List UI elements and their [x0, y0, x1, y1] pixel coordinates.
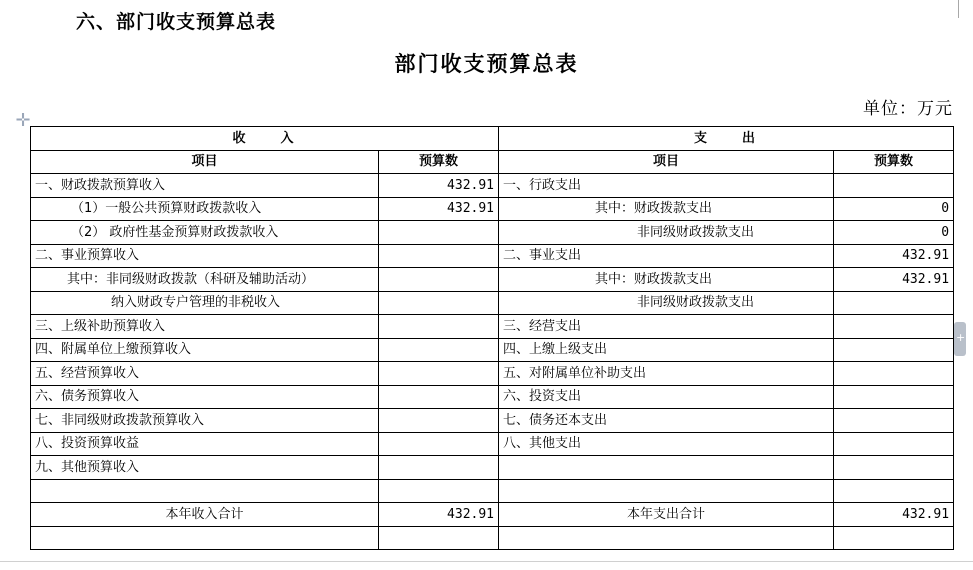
budget-table [30, 126, 954, 550]
table-row [31, 174, 954, 198]
income-header: 收 入 [31, 127, 499, 151]
table-row [31, 338, 954, 362]
table-row [31, 409, 954, 433]
income-item: （2） 政府性基金预算财政拨款收入 [31, 221, 379, 245]
income-item: 七、非同级财政拨款预算收入 [31, 409, 379, 433]
expense-item: 其中：财政拨款支出 [499, 268, 834, 292]
expense-item: 六、投资支出 [499, 385, 834, 409]
table-side-handle-icon[interactable]: + [954, 322, 966, 356]
expense-item: 二、事业支出 [499, 244, 834, 268]
expense-amount [834, 409, 954, 433]
income-item: 一、财政拨款预算收入 [31, 174, 379, 198]
expense-amount [834, 526, 954, 550]
table-row [31, 432, 954, 456]
income-item: 纳入财政专户管理的非税收入 [31, 291, 379, 315]
expense-amount [834, 338, 954, 362]
income-item: 九、其他预算收入 [31, 456, 379, 480]
expense-amount [834, 315, 954, 339]
expense-item [499, 456, 834, 480]
income-item-header: 项目 [31, 150, 379, 174]
table-row [31, 221, 954, 245]
income-amount [379, 432, 499, 456]
expense-amount: 0 [834, 197, 954, 221]
table-column-header [31, 150, 954, 174]
income-amount [379, 268, 499, 292]
income-amount-header: 预算数 [379, 150, 499, 174]
expense-total-amount: 432.91 [834, 503, 954, 527]
table-row [31, 268, 954, 292]
income-item [31, 526, 379, 550]
expense-item: 非同级财政拨款支出 [499, 291, 834, 315]
expense-amount [834, 479, 954, 503]
income-amount [379, 409, 499, 433]
expense-item: 非同级财政拨款支出 [499, 221, 834, 245]
income-amount [379, 244, 499, 268]
expense-item: 其中：财政拨款支出 [499, 197, 834, 221]
income-amount [379, 291, 499, 315]
income-amount [379, 338, 499, 362]
income-item [31, 479, 379, 503]
income-amount [379, 479, 499, 503]
income-amount: 432.91 [379, 197, 499, 221]
expense-amount: 432.91 [834, 244, 954, 268]
income-item: 二、事业预算收入 [31, 244, 379, 268]
expense-amount [834, 174, 954, 198]
income-total-amount: 432.91 [379, 503, 499, 527]
income-total-label: 本年收入合计 [31, 503, 379, 527]
page-corner-mark [958, 0, 959, 18]
table-row [31, 479, 954, 503]
expense-amount-header: 预算数 [834, 150, 954, 174]
table-row [31, 526, 954, 550]
income-amount [379, 362, 499, 386]
unit-label: 单位：万元 [863, 99, 953, 119]
income-item: 其中：非同级财政拨款（科研及辅助活动） [31, 268, 379, 292]
expense-amount: 0 [834, 221, 954, 245]
income-item: 五、经营预算收入 [31, 362, 379, 386]
income-item: 四、附属单位上缴预算收入 [31, 338, 379, 362]
income-amount [379, 315, 499, 339]
total-row [31, 503, 954, 527]
page-title: 部门收支预算总表 [394, 51, 579, 76]
table-row [31, 362, 954, 386]
expense-item-header: 项目 [499, 150, 834, 174]
expense-item: 三、经营支出 [499, 315, 834, 339]
table-row [31, 456, 954, 480]
table-main-header [31, 127, 954, 151]
income-item: 三、上级补助预算收入 [31, 315, 379, 339]
expense-item: 七、债务还本支出 [499, 409, 834, 433]
expense-total-label: 本年支出合计 [499, 503, 834, 527]
expense-item: 四、上缴上级支出 [499, 338, 834, 362]
income-amount: 432.91 [379, 174, 499, 198]
income-item: （1）一般公共预算财政拨款收入 [31, 197, 379, 221]
table-row [31, 315, 954, 339]
expense-amount [834, 362, 954, 386]
expense-header: 支 出 [499, 127, 954, 151]
income-amount [379, 526, 499, 550]
expense-amount [834, 385, 954, 409]
table-row [31, 291, 954, 315]
table-row [31, 244, 954, 268]
expense-amount [834, 456, 954, 480]
income-amount [379, 221, 499, 245]
table-move-handle-icon[interactable]: ✛ [15, 110, 31, 131]
table-row [31, 197, 954, 221]
expense-amount: 432.91 [834, 268, 954, 292]
table-row [31, 385, 954, 409]
section-heading: 六、部门收支预算总表 [76, 11, 277, 33]
expense-item: 五、对附属单位补助支出 [499, 362, 834, 386]
expense-item: 八、其他支出 [499, 432, 834, 456]
income-amount [379, 456, 499, 480]
income-item: 六、债务预算收入 [31, 385, 379, 409]
income-amount [379, 385, 499, 409]
expense-item: 一、行政支出 [499, 174, 834, 198]
page-bottom-edge [0, 561, 973, 562]
expense-item [499, 479, 834, 503]
expense-amount [834, 432, 954, 456]
expense-amount [834, 291, 954, 315]
income-item: 八、投资预算收益 [31, 432, 379, 456]
expense-item [499, 526, 834, 550]
